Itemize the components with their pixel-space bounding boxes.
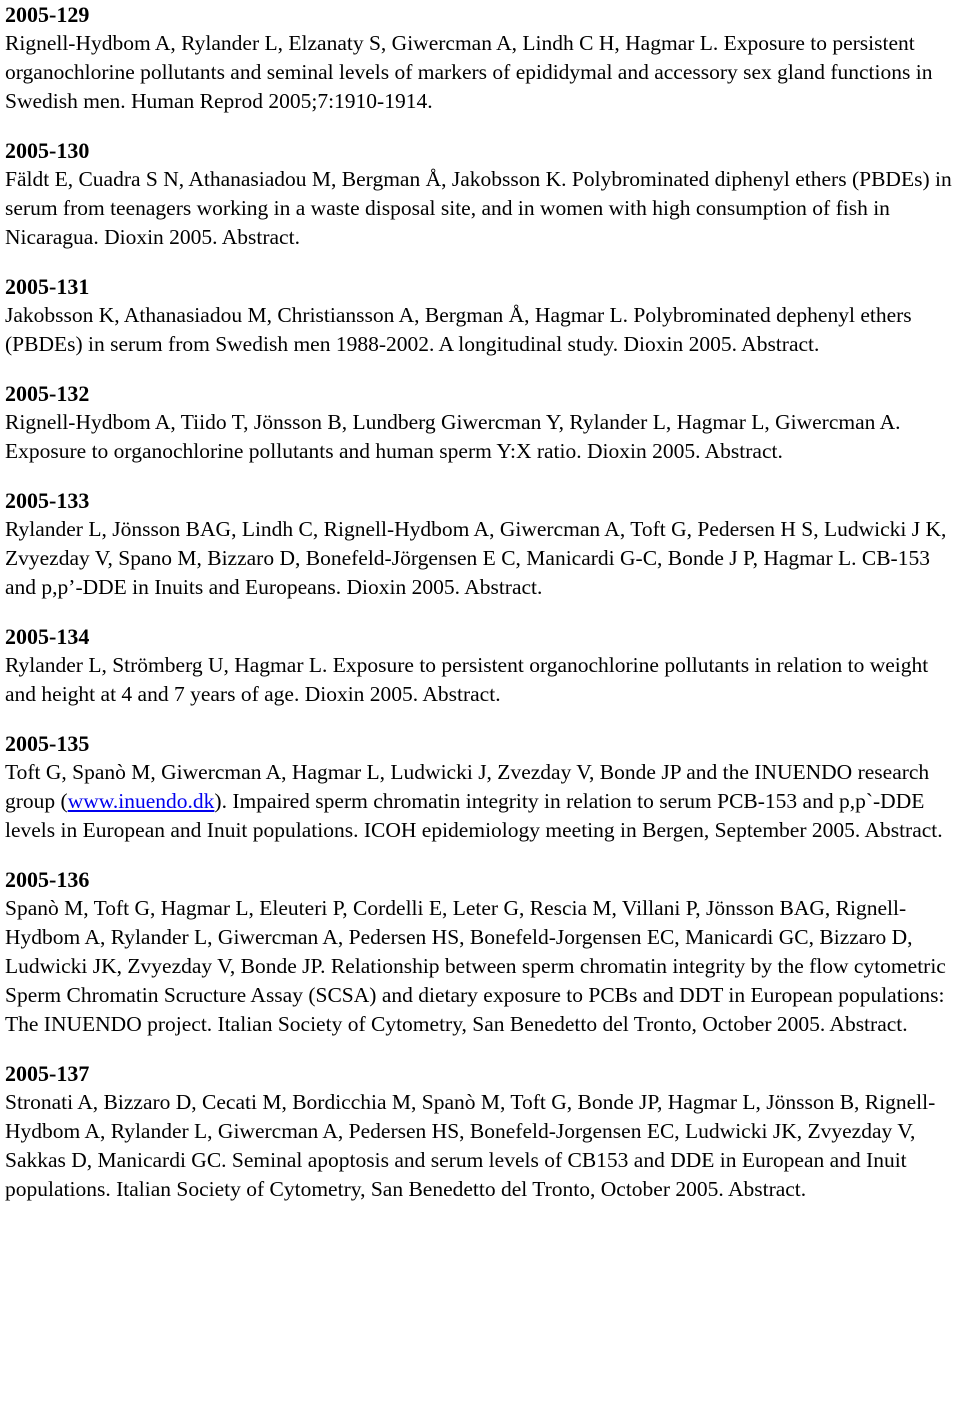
publication-entry	[5, 729, 957, 845]
inuendo-website-link[interactable]: www.inuendo.dk	[67, 789, 215, 813]
entry-id: 2005-137	[5, 1061, 90, 1086]
publication-entry	[5, 865, 957, 1039]
publication-list	[5, 0, 957, 1224]
citation-text-after-link: ). Impaired sperm chromatin integrity in relation to serum PCB-153 and p,p`-DDE levels in European and Inuit populations. ICOH epidemiology meeting in Bergen, September 2005. Abstract.	[5, 789, 943, 842]
entry-citation: Rignell-Hydbom A, Tiido T, Jönsson B, Lundberg Giwercman Y, Rylander L, Hagmar L, Giwercman A. Exposure to organochlorine pollutants and human sperm Y:X ratio. Dioxin 2005. Abstract.	[5, 410, 901, 463]
publication-entry	[5, 272, 957, 359]
entry-citation	[5, 758, 957, 845]
entry-id: 2005-134	[5, 624, 90, 649]
entry-citation: Rylander L, Jönsson BAG, Lindh C, Rignell-Hydbom A, Giwercman A, Toft G, Pedersen H S, Ludwicki J K, Zvyezday V, Spano M, Bizzaro D, Bonefeld-Jörgensen E C, Manicardi G-C, Bonde J P, Hagmar L. CB-153 and p,p’-DDE in Inuits and Europeans. Dioxin 2005. Abstract.	[5, 517, 947, 599]
publication-entry	[5, 0, 957, 116]
entry-id: 2005-136	[5, 867, 90, 892]
publication-entry	[5, 136, 957, 252]
publication-entry	[5, 1059, 957, 1204]
citation-text-before-link: Toft G, Spanò M, Giwercman A, Hagmar L, Ludwicki J, Zvezday V, Bonde JP and the INUENDO research group (	[5, 760, 930, 813]
entry-citation: Spanò M, Toft G, Hagmar L, Eleuteri P, Cordelli E, Leter G, Rescia M, Villani P, Jönsson BAG, Rignell-Hydbom A, Rylander L, Giwercman A, Pedersen HS, Bonefeld-Jorgensen EC, Manicardi GC, Bizzaro D, Ludwicki JK, Zvyezday V, Bonde JP. Relationship between sperm chromatin integrity by the flow cytometric Sperm Chromatin Scructure Assay (SCSA) and dietary exposure to PCBs and DDT in European populations: The INUENDO project. Italian Society of Cytometry, San Benedetto del Tronto, October 2005. Abstract.	[5, 896, 946, 1036]
publication-entry	[5, 486, 957, 602]
entry-id: 2005-135	[5, 731, 90, 756]
entry-id: 2005-131	[5, 274, 90, 299]
entry-citation: Stronati A, Bizzaro D, Cecati M, Bordicchia M, Spanò M, Toft G, Bonde JP, Hagmar L, Jönsson B, Rignell-Hydbom A, Rylander L, Giwercman A, Pedersen HS, Bonefeld-Jorgensen EC, Ludwicki JK, Zvyezday V, Sakkas D, Manicardi GC. Seminal apoptosis and serum levels of CB153 and DDE in European and Inuit populations. Italian Society of Cytometry, San Benedetto del Tronto, October 2005. Abstract.	[5, 1090, 936, 1201]
entry-citation: Fäldt E, Cuadra S N, Athanasiadou M, Bergman Å, Jakobsson K. Polybrominated diphenyl ethers (PBDEs) in serum from teenagers working in a waste disposal site, and in women with high consumption of fish in Nicaragua. Dioxin 2005. Abstract.	[5, 167, 952, 249]
entry-citation: Rignell-Hydbom A, Rylander L, Elzanaty S, Giwercman A, Lindh C H, Hagmar L. Exposure to persistent organochlorine pollutants and seminal levels of markers of epididymal and accessory sex gland functions in Swedish men. Human Reprod 2005;7:1910-1914.	[5, 31, 933, 113]
entry-id: 2005-129	[5, 2, 90, 27]
publication-entry	[5, 622, 957, 709]
entry-id: 2005-130	[5, 138, 90, 163]
entry-id: 2005-133	[5, 488, 90, 513]
entry-citation: Jakobsson K, Athanasiadou M, Christiansson A, Bergman Å, Hagmar L. Polybrominated dephenyl ethers (PBDEs) in serum from Swedish men 1988-2002. A longitudinal study. Dioxin 2005. Abstract.	[5, 303, 912, 356]
entry-id: 2005-132	[5, 381, 90, 406]
publication-entry	[5, 379, 957, 466]
entry-citation: Rylander L, Strömberg U, Hagmar L. Exposure to persistent organochlorine pollutants in relation to weight and height at 4 and 7 years of age. Dioxin 2005. Abstract.	[5, 653, 929, 706]
